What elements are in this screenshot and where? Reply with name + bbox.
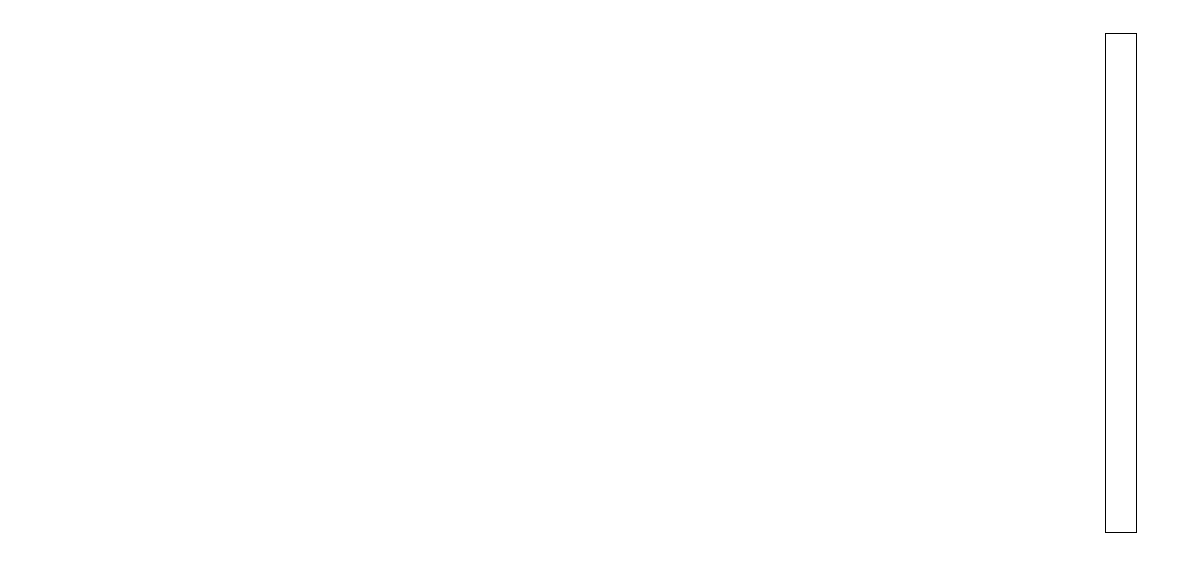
heatmap-grid — [52, 33, 1090, 531]
heatmap-plot — [52, 33, 1090, 531]
colorbar — [1105, 33, 1137, 533]
